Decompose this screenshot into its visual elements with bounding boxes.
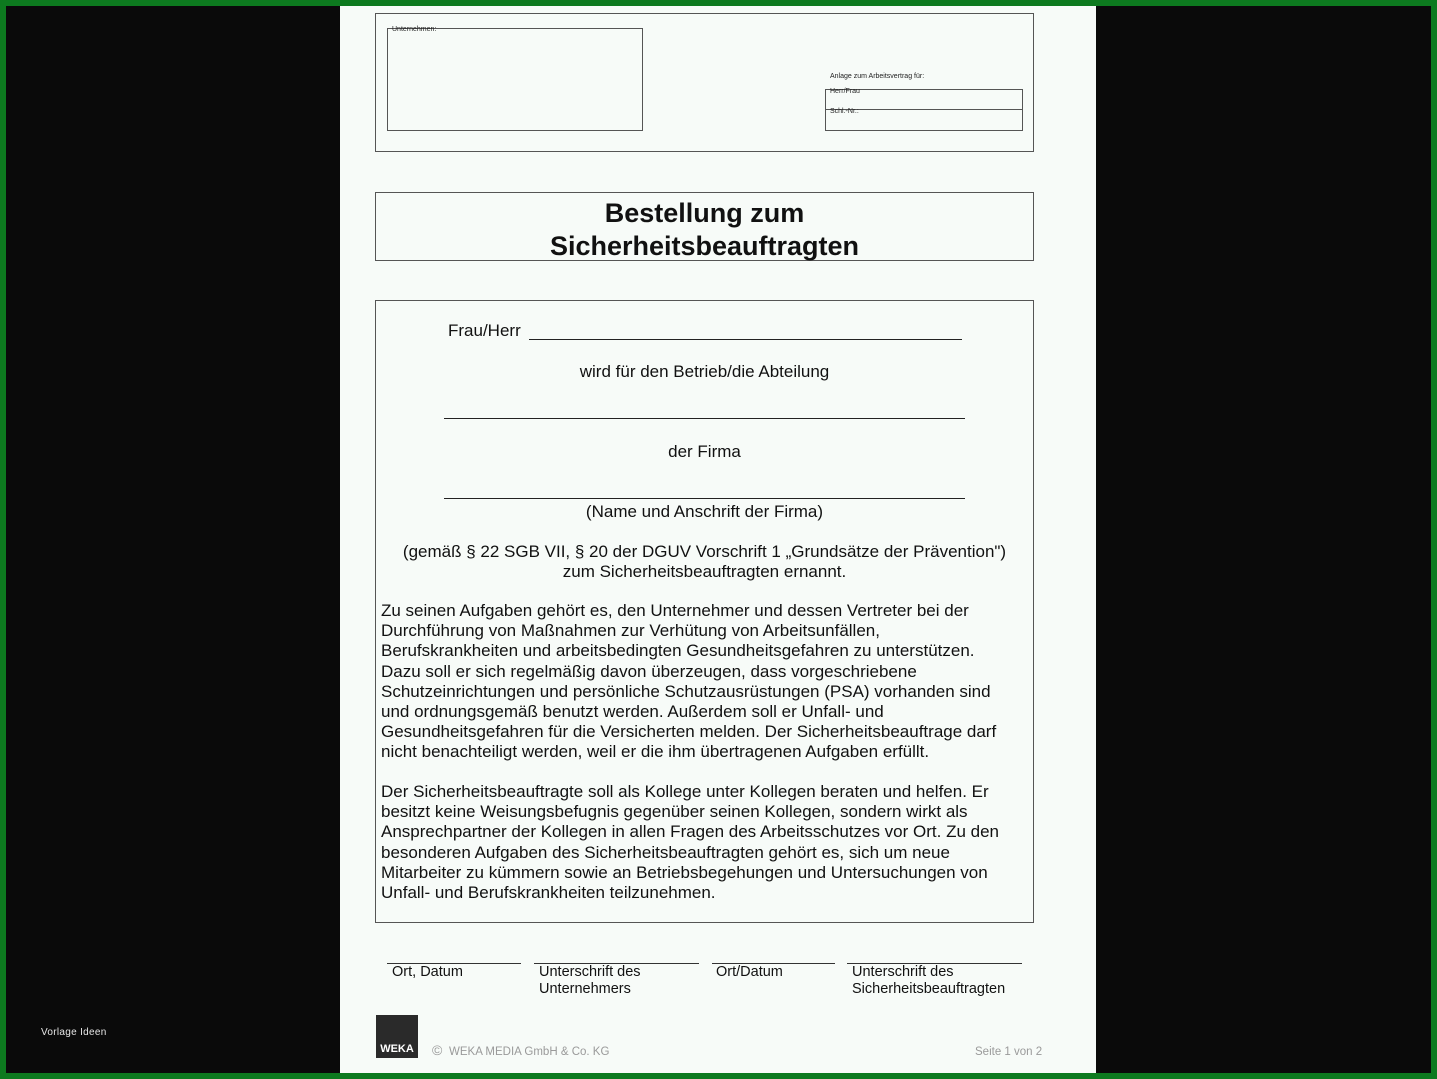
watermark-text: Vorlage Ideen — [41, 1027, 107, 1038]
appointment-text: zum Sicherheitsbeauftragten ernannt. — [562, 562, 847, 581]
page-number: Seite 1 von 2 — [975, 1046, 1043, 1058]
firm-text: der Firma — [668, 442, 741, 461]
firm-caption: (Name und Anschrift der Firma) — [585, 502, 824, 521]
body-box — [375, 300, 1034, 923]
document-page — [340, 6, 1096, 1073]
copyright-icon: © — [432, 1042, 443, 1058]
document-title — [376, 197, 1033, 263]
place-date-label-1: Ort, Datum — [392, 964, 463, 980]
place-date-label-2: Ort/Datum — [716, 964, 783, 980]
duties-paragraph: Zu seinen Aufgaben gehört es, den Unternehmer und dessen Vertreter bei der Durchführung von Maßnahmen zur Verhütung von Arbeitsunfällen, Berufskrankheiten und arbeitsbedingten Gesundheitsgefahren zu unterstützen. Dazu soll er sich regelmäßig davon überzeugen, dass vorgeschriebene Schutzeinrichtungen und persönliche Schutzausrüstungen (PSA) vorhanden sind und ordnungsgemäß benutzt werden. Außerdem soll er Unfall- und Gesundheitsgefahren für die Versicherten melden. Der Sicherheitsbeauftrage darf nicht benachteiligt werden, weil er die ihm übertragenen Aufgaben erfüllt. — [381, 601, 997, 762]
role-paragraph: Der Sicherheitsbeauftragte soll als Kollege unter Kollegen beraten und helfen. Er besitzt keine Weisungsbefugnis gegenüber seinen Kollegen, sondern wirkt als Ansprechpartner der Kollegen in allen Fragen des Arbeitsschutzes vor Ort. Zu den besonderen Aufgaben des Sicherheitsbeauftragten gehört es, sich um neue Mitarbeiter zu kümmern sowie an Betriebsbegehungen und Untersuchungen von Unfall- und Berufskrankheiten teilzunehmen. — [381, 782, 1000, 903]
number-field[interactable] — [825, 109, 1023, 131]
title-box — [375, 192, 1034, 261]
person-field[interactable] — [825, 89, 1023, 110]
annex-label: Anlage zum Arbeitsvertrag für: — [830, 73, 925, 80]
department-line[interactable] — [444, 418, 965, 419]
firm-line[interactable] — [444, 498, 965, 499]
title-line-2: Sicherheitsbeauftragten — [549, 231, 860, 261]
title-line-1: Bestellung zum — [604, 198, 805, 228]
person-label: Herr/Frau — [830, 88, 860, 95]
name-line[interactable] — [529, 339, 962, 340]
header-form-box — [375, 13, 1034, 152]
company-label: Unternehmen: — [392, 26, 437, 33]
number-label: Schl.-Nr.: — [830, 108, 859, 115]
officer-signature-label: Unterschrift des Sicherheitsbeauftragten — [852, 964, 1006, 997]
copyright-text: WEKA MEDIA GmbH & Co. KG — [449, 1046, 610, 1058]
weka-logo — [376, 1015, 418, 1058]
legal-reference: (gemäß § 22 SGB VII, § 20 der DGUV Vorschrift 1 „Grundsätze der Prävention") — [402, 542, 1007, 561]
salutation-label: Frau/Herr — [448, 321, 521, 340]
employer-signature-label: Unterschrift des Unternehmers — [539, 964, 641, 997]
weka-logo-text: WEKA — [380, 1043, 414, 1055]
company-field[interactable] — [387, 28, 643, 131]
department-text: wird für den Betrieb/die Abteilung — [579, 362, 830, 381]
